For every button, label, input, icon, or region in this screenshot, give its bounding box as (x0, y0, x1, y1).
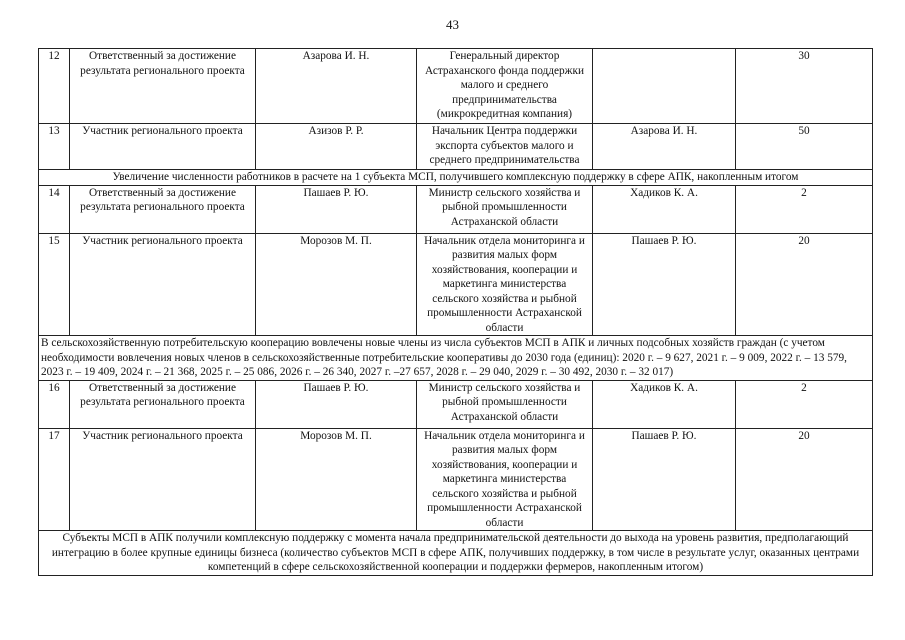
workload-cell: 20 (736, 428, 873, 531)
role-cell: Участник регионального проекта (70, 124, 256, 170)
result-description: В сельскохозяйственную потребительскую кооперацию вовлечены новые члены из числа субъектов МСП в АПК и личных подсобных хозяйств граждан (с учетом необходимости вовлечения новых членов в сельскохозяйственные потребительские кооперативы до 2030 года (единиц): 2020 г. – 9 627, 2021 г. – 9 009, 2022 г. – 13 579, 2023 г. – 19 409, 2024 г. – 21 368, 2025 г. – 25 086, 2026 г. – 26 340, 2027 г. –27 657, 2028 г. – 29 040, 2029 г. – 30 492, 2030 г. – 32 017) (39, 336, 873, 381)
role-cell: Участник регионального проекта (70, 428, 256, 531)
position-cell: Начальник отдела мониторинга и развития малых форм хозяйствования, кооперации и маркетинга министерства сельского хозяйства и рыбной промышленности Астраханской области (417, 233, 593, 336)
workload-cell: 50 (736, 124, 873, 170)
result-row (39, 170, 873, 186)
person-cell: Морозов М. П. (256, 428, 417, 531)
table-row (39, 380, 873, 428)
workload-cell: 30 (736, 49, 873, 124)
person-cell: Пашаев Р. Ю. (256, 380, 417, 428)
table-row (39, 233, 873, 336)
project-members-table (38, 48, 873, 576)
superior-cell (593, 49, 736, 124)
row-number: 12 (39, 49, 70, 124)
result-description: Увеличение численности работников в расчете на 1 субъекта МСП, получившего комплексную поддержку в сфере АПК, накопленным итогом (39, 170, 873, 186)
person-cell: Морозов М. П. (256, 233, 417, 336)
row-number: 17 (39, 428, 70, 531)
workload-cell: 20 (736, 233, 873, 336)
superior-cell: Хадиков К. А. (593, 185, 736, 233)
person-cell: Пашаев Р. Ю. (256, 185, 417, 233)
position-cell: Генеральный директор Астраханского фонда поддержки малого и среднего предпринимательства (микрокредитная компания) (417, 49, 593, 124)
position-cell: Министр сельского хозяйства и рыбной промышленности Астраханской области (417, 380, 593, 428)
position-cell: Министр сельского хозяйства и рыбной промышленности Астраханской области (417, 185, 593, 233)
role-cell: Участник регионального проекта (70, 233, 256, 336)
role-cell: Ответственный за достижение результата регионального проекта (70, 380, 256, 428)
position-cell: Начальник Центра поддержки экспорта субъектов малого и среднего предпринимательства (417, 124, 593, 170)
row-number: 14 (39, 185, 70, 233)
superior-cell: Пашаев Р. Ю. (593, 233, 736, 336)
workload-cell: 2 (736, 185, 873, 233)
result-row (39, 531, 873, 576)
result-row (39, 336, 873, 381)
superior-cell: Пашаев Р. Ю. (593, 428, 736, 531)
result-description: Субъекты МСП в АПК получили комплексную поддержку с момента начала предпринимательской деятельности до выхода на уровень развития, предполагающий интеграцию в более крупные единицы бизнеса (количество субъектов МСП в сфере АПК, получивших поддержку, в том числе в результате услуг, оказанных центрами компетенций в сфере сельскохозяйственной кооперации и поддержки фермеров, накопленным итогом) (39, 531, 873, 576)
person-cell: Азарова И. Н. (256, 49, 417, 124)
superior-cell: Азарова И. Н. (593, 124, 736, 170)
table-row (39, 124, 873, 170)
table-row (39, 49, 873, 124)
workload-cell: 2 (736, 380, 873, 428)
page-number: 43 (446, 17, 459, 32)
role-cell: Ответственный за достижение результата регионального проекта (70, 185, 256, 233)
table-row (39, 428, 873, 531)
row-number: 15 (39, 233, 70, 336)
role-cell: Ответственный за достижение результата регионального проекта (70, 49, 256, 124)
table-row (39, 185, 873, 233)
person-cell: Азизов Р. Р. (256, 124, 417, 170)
row-number: 16 (39, 380, 70, 428)
row-number: 13 (39, 124, 70, 170)
superior-cell: Хадиков К. А. (593, 380, 736, 428)
position-cell: Начальник отдела мониторинга и развития малых форм хозяйствования, кооперации и маркетинга министерства сельского хозяйства и рыбной промышленности Астраханской области (417, 428, 593, 531)
